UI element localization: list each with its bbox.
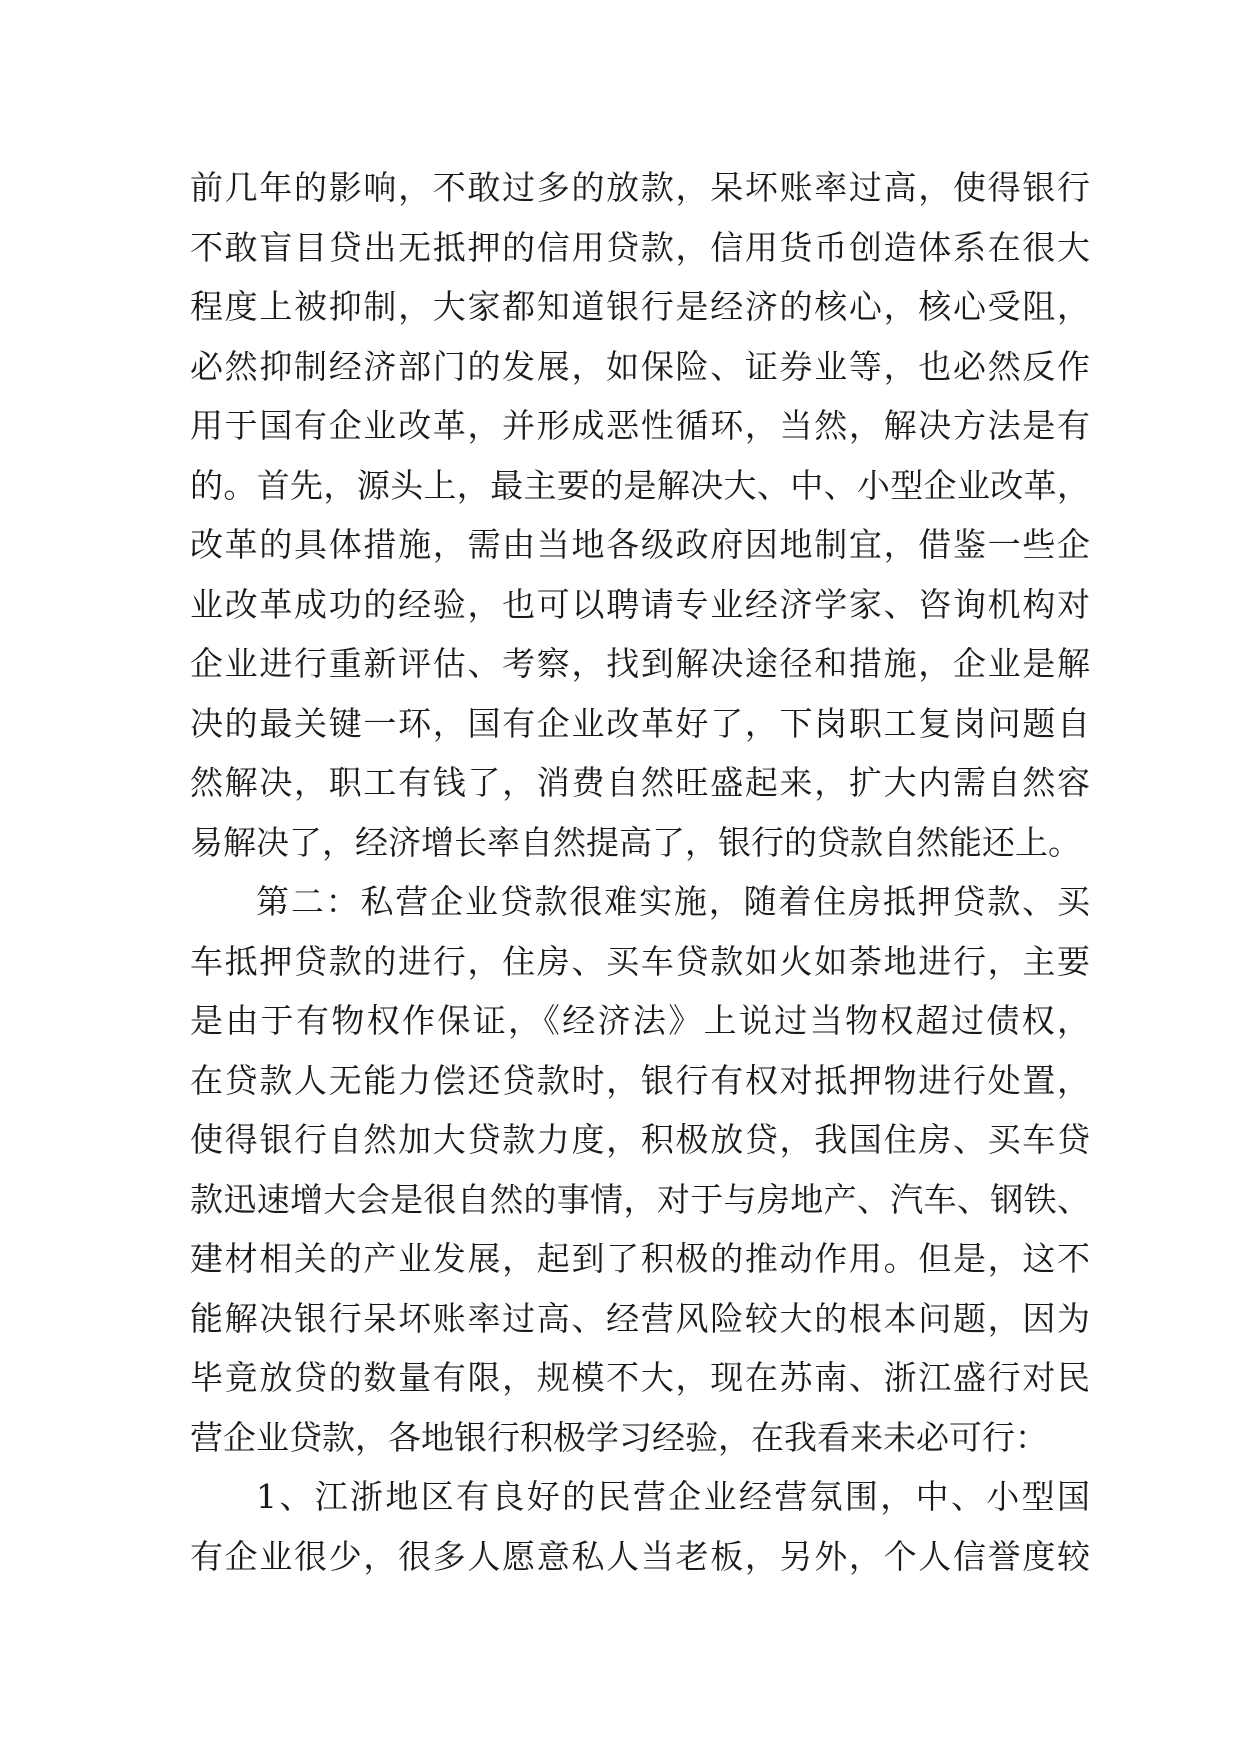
text-line: 前几年的影响，不敢过多的放款，呆坏账率过高，使得银行 [190,168,1090,207]
text-line: 决的最关键一环，国有企业改革好了，下岗职工复岗问题自 [190,703,1090,743]
body-text [190,158,1090,1586]
text-line: 用于国有企业改革，并形成恶性循环，当然，解决方法是有 [190,406,1090,445]
text-line: 建材相关的产业发展，起到了积极的推动作用。但是，这不 [190,1239,1090,1278]
text-line: 不敢盲目贷出无抵押的信用贷款，信用货币创造体系在很大 [190,227,1090,267]
text-line: 车抵押贷款的进行，住房、买车贷款如火如荼地进行，主要 [190,941,1090,981]
text-line: 毕竟放贷的数量有限，规模不大，现在苏南、浙江盛行对民 [190,1358,1090,1397]
text-line: 的。首先，源头上，最主要的是解决大、中、小型企业改革， [190,465,1090,505]
text-line: 程度上被抑制，大家都知道银行是经济的核心，核心受阻， [190,287,1090,326]
paragraph-first-line: 第二：私营企业贷款很难实施，随着住房抵押贷款、买 [256,882,1090,921]
text-line: 款迅速增大会是很自然的事情，对于与房地产、汽车、钢铁、 [190,1179,1090,1219]
text-line: 在贷款人无能力偿还贷款时，银行有权对抵押物进行处置， [190,1060,1090,1100]
text-line: 使得银行自然加大贷款力度，积极放贷，我国住房、买车贷 [190,1120,1090,1159]
text-line: 改革的具体措施，需由当地各级政府因地制宜，借鉴一些企 [190,525,1090,564]
text-line: 必然抑制经济部门的发展，如保险、证券业等，也必然反作 [190,346,1090,386]
paragraph-end-line: 营企业贷款，各地银行积极学习经验，在我看来未必可行： [190,1417,1048,1457]
text-line: 然解决，职工有钱了，消费自然旺盛起来，扩大内需自然容 [190,763,1090,802]
text-line: 业改革成功的经验，也可以聘请专业经济学家、咨询机构对 [190,584,1090,624]
text-line: 有企业很少，很多人愿意私人当老板，另外，个人信誉度较 [190,1536,1090,1576]
text-line: 企业进行重新评估、考察，找到解决途径和措施，企业是解 [190,644,1090,683]
text-line: 是由于有物权作保证，《经济法》上说过当物权超过债权， [190,1001,1090,1040]
paragraph-end-line: 易解决了，经济增长率自然提高了，银行的贷款自然能还上。 [190,822,1081,862]
text-line: 能解决银行呆坏账率过高、经营风险较大的根本问题，因为 [190,1298,1090,1338]
paragraph-first-line: 1、江浙地区有良好的民营企业经营氛围，中、小型国 [256,1477,1090,1516]
